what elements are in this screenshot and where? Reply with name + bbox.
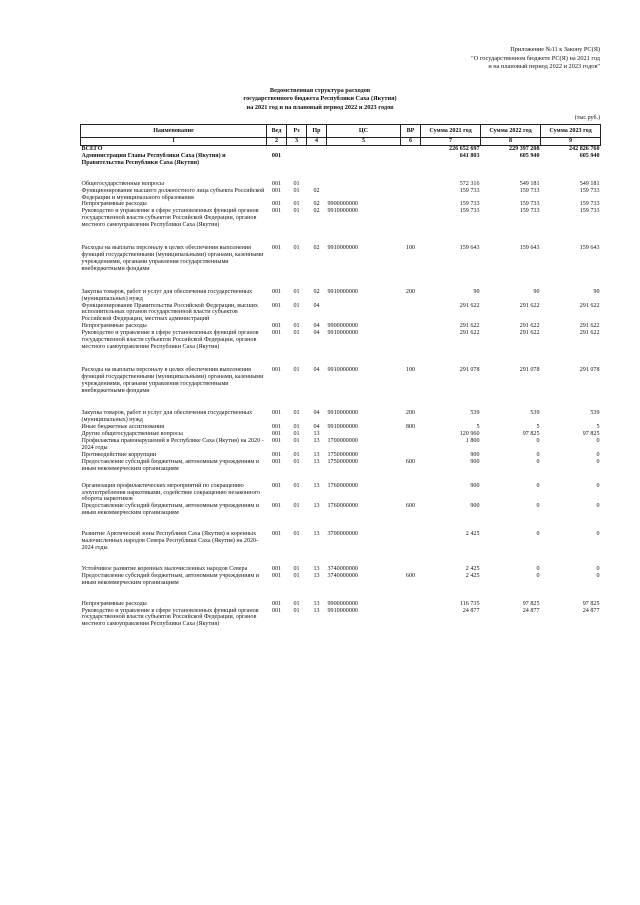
table-row [81, 503, 601, 517]
row-rz: 01 [293, 607, 300, 614]
table-row [81, 608, 601, 629]
row-sum-2022: 0 [536, 458, 540, 465]
row-sum-2021: 900 [470, 458, 480, 465]
row-vr: 200 [405, 288, 416, 295]
row-vr [401, 608, 421, 629]
row-cs: 3740000000 [327, 572, 358, 579]
row-pr: 04 [313, 366, 320, 373]
row-ved: 001 [271, 565, 282, 572]
row-name: Функционирование Правительства Российской Федерации, высших исполнительных органов государственной власти субъектов Российской Федерации, местных администраций [81, 302, 258, 323]
header-cs: ЦС [327, 125, 401, 138]
row-name: Расходы на выплаты персоналу в целях обеспечения выполнения функций государственными (муниципальными) органами, казенными учреждениями, органами управления государственными внебюджетными фондами [81, 245, 264, 272]
header-sum-2022: Сумма 2022 год [481, 125, 541, 138]
row-name: Иные бюджетные ассигнования [81, 424, 165, 431]
row-vr [401, 552, 421, 573]
colnum-7: 7 [421, 138, 481, 146]
row-vr: 600 [405, 572, 416, 579]
row-sum-2021: 900 [470, 482, 480, 489]
row-pr: 13 [313, 565, 320, 572]
row-rz: 01 [293, 330, 300, 337]
row-sum-2021: 159 733 [459, 187, 480, 194]
row-rz: 01 [293, 201, 300, 208]
row-name: Непрограммные расходы [81, 323, 147, 330]
row-sum-2023: 605 940 [579, 152, 600, 159]
table-row [81, 473, 601, 504]
row-sum-2022: 0 [536, 451, 540, 458]
row-vr [401, 431, 421, 438]
row-sum-2022: 0 [536, 503, 540, 510]
row-sum-2022: 5 [536, 424, 540, 431]
row-name: Другие общегосударственные вопросы [81, 431, 183, 438]
table-row [81, 208, 601, 229]
row-ved: 001 [271, 201, 282, 208]
row-name: Администрация Главы Республики Саха (Якутия) и Правительства Республики Саха (Якутия) [81, 152, 226, 166]
row-sum-2021: 291 622 [459, 302, 480, 309]
row-name: Функционирование высшего должностного лица субъекта Российской Федерации и муниципального образования [81, 187, 265, 201]
row-sum-2021: 5 [476, 424, 480, 431]
row-ved: 001 [271, 531, 282, 538]
row-vr [401, 153, 421, 167]
row-ved: 001 [271, 431, 282, 438]
row-pr: 13 [313, 438, 320, 445]
row-ved: 001 [271, 330, 282, 337]
row-sum-2023: 0 [596, 482, 600, 489]
row-rz: 01 [293, 245, 300, 252]
row-sum-2021: 900 [470, 451, 480, 458]
row-sum-2022: 291 078 [519, 366, 540, 373]
title-line-3: на 2021 год и на плановый период 2022 и 2023 годов [246, 103, 394, 111]
row-cs: 9910000000 [327, 424, 358, 431]
row-sum-2021: 2 425 [465, 565, 480, 572]
row-ved: 001 [271, 424, 282, 431]
row-pr: 04 [313, 330, 320, 337]
row-ved: 001 [271, 607, 282, 614]
colnum-5: 5 [327, 138, 401, 146]
row-sum-2023: 291 622 [579, 330, 600, 337]
row-ved: 001 [271, 503, 282, 510]
row-name: Противодействие коррупции [81, 451, 157, 458]
row-cs: 9910000000 [327, 330, 358, 337]
row-ved: 001 [271, 600, 282, 607]
row-ved: 001 [271, 366, 282, 373]
row-name: Устойчивое развитие коренных малочисленных народов Севера [81, 565, 248, 572]
row-sum-2022: 159 733 [519, 187, 540, 194]
row-cs: 1750000000 [327, 451, 358, 458]
row-sum-2021: 572 316 [459, 180, 480, 187]
row-sum-2022: 291 622 [519, 323, 540, 330]
row-sum-2021: 2 425 [465, 572, 480, 579]
header-pr: Пр [307, 125, 327, 138]
row-ved: 001 [271, 288, 282, 295]
row-sum-2021: 90 [473, 288, 480, 295]
row-sum-2023: 97 825 [582, 600, 600, 607]
row-name: Руководство и управление в сфере установленных функций органов государственной власти субъектов Российской Федерации, органов местного самоуправления Республики Саха (Якутия) [81, 208, 259, 229]
row-ved [267, 146, 287, 153]
colnum-2: 2 [267, 138, 287, 146]
row-rz: 01 [293, 208, 300, 215]
row-rz: 01 [293, 600, 300, 607]
row-sum-2022: 539 [530, 410, 540, 417]
row-cs: 1700000000 [327, 438, 358, 445]
row-sum-2023: 0 [596, 531, 600, 538]
row-sum-2021: 159 733 [459, 208, 480, 215]
row-vr: 200 [405, 410, 416, 417]
budget-table [80, 124, 601, 628]
row-name: Руководство и управление в сфере установленных функций органов государственной власти субъектов Российской Федерации, органов местного самоуправления Республики Саха (Якутия) [81, 607, 259, 628]
row-pr: 13 [313, 503, 320, 510]
row-sum-2021: 291 622 [459, 323, 480, 330]
row-sum-2021: 226 652 697 [449, 146, 480, 152]
table-row [81, 153, 601, 167]
row-vr [401, 167, 421, 188]
row-ved: 001 [271, 152, 282, 159]
row-name: Закупка товаров, работ и услуг для обеспечения государственных (муниципальных) нужд [81, 410, 253, 424]
appendix-line-1: Приложение №11 к Закону РС(Я) [510, 46, 600, 53]
row-sum-2022: 291 622 [519, 330, 540, 337]
row-ved: 001 [271, 180, 282, 187]
row-vr [401, 330, 421, 351]
row-rz: 01 [293, 180, 300, 187]
row-vr [401, 201, 421, 208]
row-vr [401, 473, 421, 504]
row-sum-2023: 90 [593, 288, 600, 295]
row-sum-2022: 291 622 [519, 302, 540, 309]
table-row [81, 573, 601, 587]
row-rz: 01 [293, 451, 300, 458]
row-rz: 01 [293, 366, 300, 373]
row-sum-2022: 549 181 [519, 180, 540, 187]
row-cs: 9900000000 [327, 201, 358, 208]
row-ved: 001 [271, 245, 282, 252]
row-rz: 01 [293, 438, 300, 445]
row-cs: 3740000000 [327, 565, 358, 572]
row-pr: 02 [313, 208, 320, 215]
row-cs [327, 188, 401, 202]
row-cs [327, 146, 401, 153]
row-rz: 01 [293, 424, 300, 431]
row-sum-2021: 641 803 [459, 152, 480, 159]
row-name: Расходы на выплаты персоналу в целях обеспечения выполнения функций государственными (муниципальными) органами, казенными учреждениями, органами управления государственными внебюджетными фондами [81, 366, 264, 394]
row-pr: 13 [313, 451, 320, 458]
row-rz: 01 [293, 458, 300, 465]
row-cs: 1750000000 [327, 458, 358, 465]
row-name: Общегосударственные вопросы [81, 180, 165, 187]
row-sum-2021: 291 078 [459, 366, 480, 373]
row-sum-2023: 0 [596, 565, 600, 572]
row-ved: 001 [271, 482, 282, 489]
row-pr [307, 153, 327, 167]
row-sum-2021: 120 960 [459, 431, 480, 438]
row-sum-2022: 24 877 [522, 607, 540, 614]
row-sum-2023: 97 825 [582, 431, 600, 438]
column-number-row [81, 138, 601, 146]
row-cs: 9910000000 [327, 245, 358, 252]
row-cs [327, 303, 401, 324]
row-vr [401, 188, 421, 202]
row-cs: 1760000000 [327, 482, 358, 489]
table-row [81, 394, 601, 424]
row-sum-2023: 0 [596, 572, 600, 579]
row-cs: 1760000000 [327, 503, 358, 510]
row-name: Предоставление субсидий бюджетным, автономным учреждениям и иным некоммерческим организациям [81, 503, 260, 517]
row-cs [327, 167, 401, 188]
row-vr [401, 323, 421, 330]
units-label: (тыс.руб.) [574, 115, 600, 121]
row-ved: 001 [271, 302, 282, 309]
row-vr [401, 452, 421, 459]
row-vr [401, 208, 421, 229]
row-sum-2022: 0 [536, 572, 540, 579]
row-sum-2023: 159 643 [579, 245, 600, 252]
row-pr: 13 [313, 482, 320, 489]
row-sum-2022: 0 [536, 565, 540, 572]
row-ved: 001 [271, 438, 282, 445]
row-sum-2021: 159 733 [459, 201, 480, 208]
row-pr: 02 [313, 288, 320, 295]
row-sum-2023: 0 [596, 438, 600, 445]
colnum-8: 8 [481, 138, 541, 146]
row-vr [401, 587, 421, 608]
row-vr [401, 517, 421, 552]
row-rz: 01 [293, 503, 300, 510]
title-line-2: государственного бюджета Республики Саха (Якутия) [243, 95, 397, 103]
row-sum-2022: 97 825 [522, 600, 540, 607]
colnum-1: 1 [81, 138, 267, 146]
row-sum-2023: 291 622 [579, 302, 600, 309]
table-row [81, 587, 601, 608]
row-sum-2022: 159 733 [519, 208, 540, 215]
row-sum-2021: 24 877 [462, 607, 480, 614]
header-row [81, 125, 601, 138]
row-name: Профилактика правонарушений в Республике Саха (Якутия) на 2020 - 2024 годы [81, 438, 264, 451]
row-vr: 600 [405, 503, 416, 510]
row-name: ВСЕГО [81, 146, 103, 152]
row-pr: 13 [313, 431, 320, 438]
row-vr: 100 [405, 366, 416, 373]
row-cs: 9900000000 [327, 323, 358, 330]
row-sum-2022: 159 643 [519, 245, 540, 252]
header-rz: Рз [287, 125, 307, 138]
row-cs [327, 431, 401, 438]
appendix-line-3: и на плановый период 2022 и 2023 годов" [488, 63, 600, 71]
row-name: Предоставление субсидий бюджетным, автономным учреждениям и иным некоммерческим организациям [81, 572, 260, 586]
colnum-9: 9 [541, 138, 601, 146]
row-sum-2022: 0 [536, 438, 540, 445]
row-rz: 01 [293, 572, 300, 579]
row-pr: 04 [313, 323, 320, 330]
row-cs: 9910000000 [327, 366, 358, 373]
row-cs: 9910000000 [327, 288, 358, 295]
row-vr: 100 [405, 245, 416, 252]
row-sum-2023: 24 877 [582, 607, 600, 614]
row-rz [287, 153, 307, 167]
header-ved: Вед [267, 125, 287, 138]
row-sum-2022: 229 397 208 [509, 146, 540, 152]
table-row [81, 273, 601, 303]
row-sum-2022: 0 [536, 482, 540, 489]
row-vr: 800 [405, 424, 416, 431]
table-row [81, 303, 601, 324]
header-name: Наименование [81, 125, 267, 138]
table-row [81, 167, 601, 188]
row-sum-2023: 0 [596, 451, 600, 458]
row-rz: 01 [293, 410, 300, 417]
row-sum-2021: 291 622 [459, 330, 480, 337]
row-vr: 600 [405, 458, 416, 465]
row-pr: 13 [313, 600, 320, 607]
row-sum-2023: 242 826 760 [569, 146, 600, 152]
row-sum-2023: 539 [590, 410, 600, 417]
table-row [81, 452, 601, 459]
row-sum-2021: 900 [470, 503, 480, 510]
row-rz: 01 [293, 482, 300, 489]
row-cs: 3700000000 [327, 531, 358, 538]
row-name: Непрограммные расходы [81, 201, 147, 208]
row-ved: 001 [271, 187, 282, 194]
row-ved: 001 [271, 572, 282, 579]
table-row [81, 188, 601, 202]
row-sum-2021: 2 425 [465, 531, 480, 538]
row-sum-2023: 159 733 [579, 208, 600, 215]
appendix-line-2: "О государственном бюджете РС(Я) на 2021 год [471, 54, 600, 62]
header-sum-2021: Сумма 2021 год [421, 125, 481, 138]
row-sum-2022: 159 733 [519, 201, 540, 208]
row-sum-2023: 291 622 [579, 323, 600, 330]
row-ved: 001 [271, 208, 282, 215]
table-row [81, 351, 601, 395]
row-sum-2022: 90 [533, 288, 540, 295]
row-sum-2021: 539 [470, 410, 480, 417]
row-sum-2022: 605 940 [519, 152, 540, 159]
row-rz: 01 [293, 302, 300, 309]
table-row [81, 517, 601, 552]
header-vr: ВР [401, 125, 421, 138]
row-name: Непрограммные расходы [81, 600, 147, 607]
row-sum-2023: 549 181 [579, 180, 600, 187]
row-cs: 9900000000 [327, 600, 358, 607]
colnum-3: 3 [287, 138, 307, 146]
row-sum-2023: 0 [596, 503, 600, 510]
row-name: Предоставление субсидий бюджетным, автономным учреждениям и иным некоммерческим организациям [81, 458, 260, 472]
document-title [0, 87, 640, 112]
row-pr [307, 167, 327, 188]
row-ved: 001 [271, 451, 282, 458]
header-sum-2023: Сумма 2023 год [541, 125, 601, 138]
row-cs: 9910000000 [327, 607, 358, 614]
row-sum-2023: 5 [596, 424, 600, 431]
row-rz: 01 [293, 565, 300, 572]
row-rz [287, 146, 307, 153]
row-name: Организация профилактических мероприятий по сокращению злоупотребления наркотиками, содействие сокращению незаконного оборота наркотиков [81, 482, 261, 503]
row-rz: 01 [293, 187, 300, 194]
row-sum-2023: 159 733 [579, 187, 600, 194]
row-name: Развитие Арктической зоны Республики Саха (Якутия) и коренных малочисленных народов Севера Республики Саха (Якутия) на 2020-2024 годы [81, 531, 259, 551]
row-cs: 9910000000 [327, 208, 358, 215]
row-sum-2022: 97 825 [522, 431, 540, 438]
row-pr: 02 [313, 201, 320, 208]
row-sum-2021: 1 800 [465, 438, 480, 445]
row-pr: 02 [313, 245, 320, 252]
row-sum-2023: 0 [596, 458, 600, 465]
row-sum-2021: 116 735 [459, 600, 480, 607]
row-cs [327, 153, 401, 167]
table-row [81, 229, 601, 273]
row-ved: 001 [271, 323, 282, 330]
table-row [81, 330, 601, 351]
row-vr [401, 146, 421, 153]
row-rz: 01 [293, 288, 300, 295]
table-row [81, 146, 601, 153]
table-row [81, 459, 601, 473]
row-sum-2023: 291 078 [579, 366, 600, 373]
title-line-1: Ведомственная структура расходов [269, 87, 371, 94]
row-sum-2021: 159 643 [459, 245, 480, 252]
row-pr: 04 [313, 410, 320, 417]
row-sum-2023: 159 733 [579, 201, 600, 208]
row-pr: 13 [313, 531, 320, 538]
row-pr: 13 [313, 572, 320, 579]
row-cs: 9910000000 [327, 410, 358, 417]
row-name: Руководство и управление в сфере установленных функций органов государственной власти субъектов Российской Федерации, органов местного самоуправления Республики Саха (Якутия) [81, 330, 259, 350]
row-ved: 001 [271, 410, 282, 417]
row-pr [307, 146, 327, 153]
row-rz: 01 [293, 431, 300, 438]
table-body [81, 146, 601, 629]
row-pr: 04 [313, 424, 320, 431]
row-vr [401, 438, 421, 452]
row-ved: 001 [271, 458, 282, 465]
row-vr [401, 303, 421, 324]
row-rz: 01 [293, 531, 300, 538]
row-pr: 02 [313, 187, 320, 194]
colnum-6: 6 [401, 138, 421, 146]
row-pr: 04 [313, 302, 320, 309]
row-pr: 13 [313, 607, 320, 614]
row-name: Закупка товаров, работ и услуг для обеспечения государственных (муниципальных) нужд [81, 288, 253, 302]
row-pr: 13 [313, 458, 320, 465]
row-sum-2022: 0 [536, 531, 540, 538]
row-rz: 01 [293, 323, 300, 330]
table-row [81, 438, 601, 452]
table-row [81, 552, 601, 573]
appendix-note [471, 46, 600, 72]
colnum-4: 4 [307, 138, 327, 146]
